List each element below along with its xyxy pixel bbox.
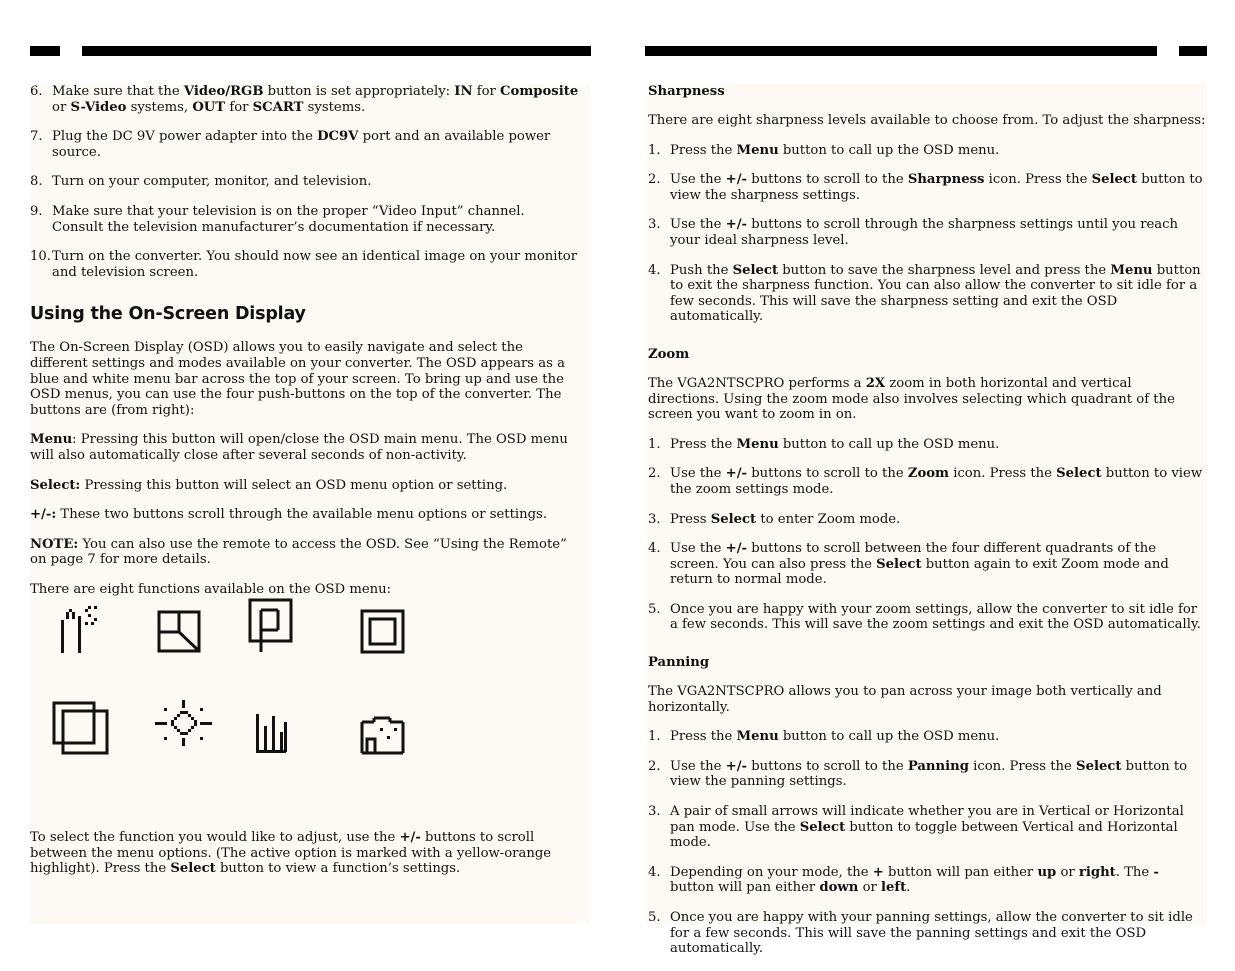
bold-term: Menu [736,729,779,745]
right-column [648,84,1206,971]
bold-term: Menu [736,142,779,158]
section-panning [648,655,1206,957]
text-run: buttons to scroll to the [747,172,908,188]
text-run: for [225,99,253,115]
text-run: button to save the sharpness level and press the [778,262,1111,278]
zoom-icon [159,612,199,651]
item-number: 9. [30,203,43,219]
bold-term: +/-: [30,507,57,523]
text-run: systems, [126,99,193,115]
text-run: button to call up the OSD menu. [778,436,1000,452]
text-run: or [1056,864,1079,880]
list-item [648,466,1206,497]
paragraph [30,340,580,418]
list-item [30,84,580,115]
osd-icons-grid [50,596,420,766]
list-item [648,217,1206,248]
text-run: button to toggle between Vertical and Horizontal mode. [670,819,1178,851]
text-run: button to view the panning settings. [670,758,1188,790]
text-run: Use the [670,541,726,557]
item-number: 2. [648,758,661,774]
item-number: 1. [648,729,661,745]
bold-term: - [1153,864,1159,880]
paragraph [30,478,580,494]
text-run: Use the [670,758,726,774]
bold-term: Select [1056,466,1102,482]
text-run: Depending on your mode, the [670,864,873,880]
list-item [30,129,580,160]
text-run: The VGA2NTSCPRO performs a [648,375,866,391]
text-run: button is set appropriately: [263,84,455,99]
text-run: Once you are happy with your panning settings, allow the converter to sit idle for a few seconds. This will save the panning settings and exit the OSD automatically. [670,910,1193,957]
text-run: To select the function you would like to adjust, use the [30,830,400,845]
text-run: buttons to scroll to the [747,466,908,482]
bold-term: Select [876,556,922,572]
item-number: 6. [30,84,43,99]
list-item [648,172,1206,203]
text-run: button again to exit Zoom mode and return to normal mode. [670,556,1169,588]
item-number: 5. [648,910,661,925]
bold-term: up [1037,864,1057,880]
section-title: Panning [648,655,710,671]
bold-term: right [1078,864,1116,880]
text-run: port and an available power source. [52,129,551,160]
bold-term: Composite [500,84,579,99]
bold-term: +/- [725,758,748,774]
text-run: buttons to scroll to the [747,758,908,774]
bold-term: DC9V [317,129,359,145]
bold-term: NOTE: [30,536,79,552]
size-icon [362,611,403,652]
bold-term: S-Video [70,99,127,115]
text-run: Turn on your computer, monitor, and television. [52,174,372,190]
position-icon [250,600,291,652]
text-run: Pressing this button will select an OSD menu option or setting. [80,477,508,493]
list-item [30,249,580,280]
right-header-bar [645,46,1207,56]
text-run: A pair of small arrows will indicate whether you are in Vertical or Horizontal pan mode. Use the [670,804,1184,835]
text-run: icon. Press the [968,758,1077,774]
bold-term: left [881,880,907,896]
text-run: . [906,880,911,896]
bold-term: Menu [1110,262,1153,278]
text-run: icon. Press the [949,466,1057,482]
left-header-bar [30,46,591,56]
list-item [648,910,1206,957]
text-run: icon. Press the [984,172,1092,188]
text-run: button will pan either [670,880,820,896]
list-item [648,759,1206,790]
text-run: to enter Zoom mode. [756,511,901,527]
brightness-icon [155,700,212,746]
text-run: You can also use the remote to access the OSD. See “Using the Remote” on page 7 for more details. [30,536,567,568]
text-run: There are eight sharpness levels available to choose from. To adjust the sharpness: [648,113,1206,128]
bold-term: Video/RGB [183,84,264,99]
paragraph [30,432,580,463]
list-item [648,865,1206,896]
text-run: Turn on the converter. You should now see an identical image on your monitor and television screen. [52,249,578,280]
paragraph [30,507,580,523]
bold-term: IN [454,84,473,99]
text-run: buttons to scroll through the sharpness settings until you reach your ideal sharpness level. [670,217,1179,248]
bold-term: Select [1076,758,1122,774]
setup-steps-list [30,84,580,280]
item-number: 3. [648,511,661,527]
bold-term: +/- [399,830,421,845]
item-number: 10. [30,249,51,265]
text-run: button will pan either [883,864,1038,880]
text-run: button to view a function’s settings. [215,861,461,877]
text-run: Press the [670,142,737,158]
text-run: button to view the zoom settings mode. [670,466,1203,497]
bold-term: Panning [907,758,969,774]
text-run: Press [670,511,711,527]
section-zoom [648,347,1206,633]
item-number: 4. [648,262,661,278]
text-run: Push the [670,262,733,278]
list-item [648,437,1206,453]
text-run: or [52,99,71,115]
section-heading: Using the On-Screen Display [30,304,306,325]
sharpness-icon [61,606,97,653]
item-number: 3. [648,804,661,820]
panning-icon [54,703,107,753]
text-run: The VGA2NTSCPRO allows you to pan across your image both vertically and horizontally. [648,684,1162,715]
bold-term: +/- [725,172,748,188]
item-number: 2. [648,172,661,188]
text-run: . The [1115,864,1154,880]
bold-term: Select [170,861,216,877]
bold-term: down [819,880,859,896]
text-run: Make sure that your television is on the proper “Video Input” channel. Consult the television manufacturer’s documentation if necessary. [52,203,525,235]
bold-term: Select: [30,477,81,493]
bold-term: Menu [30,432,73,448]
bold-term: +/- [725,541,748,557]
text-run: Use the [670,466,726,482]
text-run: button to call up the OSD menu. [778,729,1000,745]
item-number: 8. [30,174,43,190]
bold-term: Select [732,262,779,278]
text-run: button to view the sharpness settings. [670,172,1203,203]
text-run: Press the [670,436,737,452]
text-run: Once you are happy with your zoom settings, allow the converter to sit idle for a few seconds. This will save the zoom settings and exit the OSD automatically. [670,601,1201,633]
text-run: Press the [670,729,737,745]
text-run: There are eight functions available on the OSD menu: [30,581,392,597]
bold-term: +/- [725,217,748,233]
list-item [648,804,1206,851]
section-sharpness [648,84,1206,325]
item-number: 3. [648,217,661,233]
bold-term: Select [710,511,757,527]
bold-term: +/- [725,466,748,482]
text-run: : Pressing this button will open/close the OSD main menu. The OSD menu will also automatically close after several seconds of non-activity. [30,432,568,463]
text-run: button to exit the sharpness function. You can also allow the converter to sit idle for a few seconds. This will save the sharpness setting and exit the OSD automatically. [670,262,1201,325]
bold-term: Zoom [907,466,949,482]
item-number: 1. [648,142,661,158]
text-run: for [472,84,501,99]
paragraph [30,537,580,568]
item-number: 1. [648,436,661,452]
section-intro [648,684,1206,715]
text-run: zoom in both horizontal and vertical directions. Using the zoom mode also involves selecting which quadrant of the screen you want to zoom in on. [648,375,1175,423]
section-intro [648,113,1206,129]
bold-term: Sharpness [907,172,985,188]
list-item [648,143,1206,159]
right-header-tab [1157,44,1179,70]
text-run: button to call up the OSD menu. [778,142,1000,158]
section-intro [648,376,1206,423]
list-item [648,729,1206,745]
text-run: Use the [670,172,726,188]
text-run: buttons to scroll between the menu options. (The active option is marked with a yellow-orange highlight). Press the [30,830,552,877]
list-item [648,602,1206,633]
home-icon [362,718,403,753]
text-run: systems. [303,99,366,115]
bold-term: OUT [192,99,226,115]
section-title: Zoom [648,346,690,362]
list-item [30,174,580,190]
list-item [648,541,1206,588]
text-run: Use the [670,217,726,233]
text-run: Make sure that the [52,84,184,99]
text-run: These two buttons scroll through the available menu options or settings. [56,507,548,523]
left-column [30,84,580,611]
bold-term: SCART [252,99,304,115]
left-closing [30,830,580,891]
bold-term: + [872,864,884,880]
item-number: 5. [648,601,661,617]
contrast-icon [256,714,287,753]
item-number: 4. [648,541,661,557]
list-item [30,204,580,235]
item-number: 7. [30,129,43,145]
osd-description [30,340,580,597]
bold-term: Select [799,819,846,835]
bold-term: Select [1091,172,1138,188]
text-run: buttons to scroll between the four different quadrants of the screen. You can also press the [670,541,1157,572]
list-item [648,512,1206,528]
section-title: Sharpness [648,84,725,99]
bold-term: 2X [865,375,886,391]
text-run: The On-Screen Display (OSD) allows you to easily navigate and select the different settings and modes available on your converter. The OSD appears as a blue and white menu bar across the top of your screen. To bring up and use the OSD menus, you can use the four push-buttons on the top of the converter. The buttons are (from right): [30,340,565,418]
text-run: Plug the DC 9V power adapter into the [52,129,318,145]
closing-paragraph [30,830,580,877]
left-header-tab [60,44,82,70]
text-run: or [858,880,882,896]
item-number: 4. [648,864,661,880]
bold-term: Menu [736,436,779,452]
item-number: 2. [648,466,661,482]
list-item [648,263,1206,325]
